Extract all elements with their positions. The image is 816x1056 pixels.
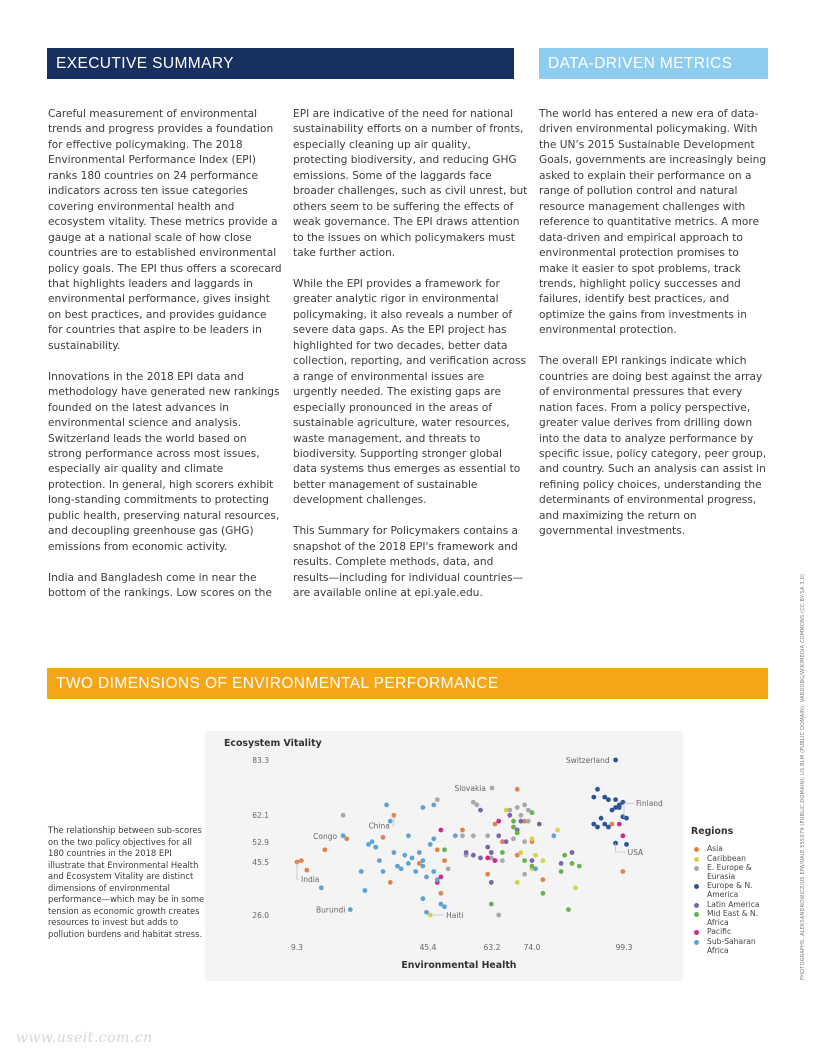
data-point (341, 813, 346, 818)
data-point (496, 833, 501, 838)
data-point (533, 853, 538, 858)
data-point (485, 833, 490, 838)
data-point (515, 880, 520, 885)
data-point (453, 833, 458, 838)
data-point (559, 869, 564, 874)
data-point (421, 805, 426, 810)
data-point (519, 819, 524, 824)
data-point (573, 885, 578, 890)
paragraph: Careful measurement of environmental trends and progress provides a foundation for effective policymaking. The 2018 Environmental Performance Index (EPI) ranks 180 countries on 24 performance indicators across ten issue categories covering environmental health and ecosystem vitality. These metrics provide a gauge at a national scale of how close countries are to established environmental policy goals. The EPI thus offers a scorecard that highlights leaders and laggards in environmental performance, gives insight on best practices, and provides guidance for countries that aspire to be leaders in sustainability. (48, 108, 282, 352)
legend-dot-icon (694, 847, 699, 852)
data-point (522, 803, 527, 808)
data-point (496, 819, 501, 824)
data-point (570, 850, 575, 855)
data-point (417, 850, 422, 855)
data-point (559, 861, 564, 866)
data-point (370, 839, 375, 844)
data-point (493, 858, 498, 863)
data-point (478, 856, 483, 861)
data-point (410, 856, 415, 861)
data-point (515, 805, 520, 810)
data-point (519, 850, 524, 855)
data-point (471, 853, 476, 858)
legend-dot-icon (694, 857, 699, 862)
data-point (442, 904, 447, 909)
data-point (424, 910, 429, 915)
data-point (381, 869, 386, 874)
data-point (348, 907, 353, 912)
data-point (591, 822, 596, 827)
data-point (489, 850, 494, 855)
x-tick-label: 74.0 (523, 943, 541, 952)
text-column-3 (539, 107, 771, 555)
legend-label: Asia (707, 844, 723, 853)
data-point (577, 864, 582, 869)
data-point (304, 868, 309, 873)
legend-item (691, 938, 776, 955)
data-point (515, 787, 520, 792)
country-annotation: Slovakia (454, 784, 486, 794)
data-point (610, 808, 615, 813)
data-point (591, 795, 596, 800)
paragraph: The world has entered a new era of data-driven environmental policymaking. With the UN’s 2015 Sustainable Development Goals, governments are increasingly being asked to explain their performance on a range of pollution control and natural resource management challenges with reference to quantitative metrics. A more data-driven and empirical approach to environmental protection promises to make it easier to spot problems, track trends, highlight policy successes and failures, identify best practices, and optimize the gains from investments in environmental protection. (539, 108, 767, 337)
country-annotation: Burundi (315, 905, 346, 915)
data-point (431, 803, 436, 808)
legend-label: Mid East & N. Africa (707, 909, 759, 927)
legend-item (691, 910, 776, 927)
data-point (485, 872, 490, 877)
paragraph: Innovations in the 2018 EPI data and methodology have generated new rankings founded on the latest advances in environmental science and analysis. Switzerland leads the world based on strong performance across most issues, especially air quality and climate protection. In general, high scorers exhibit long-standing commitments to protecting public health, preserving natural resources, and decoupling greenhouse gas (GHG) emissions from economic activity. (48, 370, 280, 553)
data-point (507, 808, 512, 813)
country-annotation: Finland (636, 799, 663, 809)
country-annotation: India (301, 875, 320, 884)
photo-credit: PHOTOGRAPHS: ALEKSANDROWICZ/US EPA/NAID 555079 (PUBLIC DOMAIN); US BLM (PUBLIC DOMAIN); VARDOBG/WIKIMEDIA COMMONS (CC BY-SA 3.0) (800, 573, 806, 980)
data-point (406, 861, 411, 866)
legend-dot-icon (694, 940, 699, 945)
data-point (299, 858, 304, 863)
watermark: www.useit.com.cn (16, 1030, 153, 1046)
paragraph: India and Bangladesh come in near the bottom of the rankings. Low scores on the (48, 571, 272, 600)
data-point (363, 888, 368, 893)
data-point (490, 786, 495, 791)
data-point (464, 850, 469, 855)
data-point (613, 797, 618, 802)
data-point (530, 858, 535, 863)
data-point (541, 891, 546, 896)
annotation-leader-line (624, 803, 634, 818)
legend-item (691, 855, 776, 864)
y-tick-label: 62.1 (252, 811, 269, 820)
data-point (566, 907, 571, 912)
data-point (530, 836, 535, 841)
data-point (421, 864, 426, 869)
data-point (388, 880, 393, 885)
data-point (496, 913, 501, 918)
legend-label: E. Europe & Eurasia (707, 863, 752, 881)
data-point (519, 813, 524, 818)
data-point (442, 847, 447, 852)
data-point (530, 810, 535, 815)
legend-label: Europe & N. America (707, 881, 753, 899)
data-point (606, 825, 611, 830)
data-point (439, 891, 444, 896)
data-point (431, 869, 436, 874)
legend-title: Regions (691, 826, 734, 837)
data-point (541, 877, 546, 882)
data-point (435, 847, 440, 852)
data-point (551, 833, 556, 838)
country-annotation: China (368, 821, 390, 831)
data-point (617, 805, 622, 810)
x-tick-label: 45.4 (419, 943, 437, 952)
legend-label: Latin America (707, 899, 760, 909)
paragraph: EPI are indicative of the need for national sustainability efforts on a number of fronts, especially cleaning up air quality, protecting biodiversity, and reducing GHG emissions. Some of the laggards face broader challenges, such as civil unrest, but others seem to be suffering the effects of weak governance. The EPI draws attention to the issues on which policymakers must take further action. (293, 108, 528, 260)
data-point (424, 875, 429, 880)
data-point (533, 866, 538, 871)
data-point (599, 816, 604, 821)
data-point (606, 797, 611, 802)
data-point (435, 877, 440, 882)
legend-dot-icon (694, 903, 699, 908)
data-point (621, 833, 626, 838)
data-point (475, 803, 480, 808)
data-point (526, 819, 531, 824)
data-point (442, 858, 447, 863)
data-point (541, 858, 546, 863)
paragraph: While the EPI provides a framework for greater analytic rigor in environmental policymaking, it also reveals a number of severe data gaps. As the EPI project has highlighted for two decades, better data collection, reporting, and verification across a range of environmental issues are urgently needed. The existing gaps are especially pronounced in the areas of sustainable agriculture, water resources, waste management, and threats to biodiversity. Supporting stronger global data systems thus emerges as essential to better management of sustainable development challenges. (293, 277, 527, 507)
paragraph: This Summary for Policymakers contains a snapshot of the 2018 EPI's framework and results. Complete methods, data, and results—including for individual countries—are available online at epi.yale.edu. (293, 525, 524, 600)
legend-dot-icon (694, 866, 699, 871)
x-axis-title: Environmental Health (401, 960, 517, 971)
data-point (485, 856, 490, 861)
country-annotation: Congo (313, 831, 338, 841)
data-point (522, 872, 527, 877)
data-point (570, 861, 575, 866)
data-point (384, 803, 389, 808)
legend-label: Pacific (707, 927, 732, 937)
scatter-plot-svg (205, 731, 683, 981)
legend-dot-icon (694, 884, 699, 889)
data-point (500, 850, 505, 855)
data-point (402, 853, 407, 858)
data-point (522, 839, 527, 844)
data-point (399, 866, 404, 871)
data-point (421, 896, 426, 901)
annotation-leader-line (297, 862, 299, 879)
executive-summary-header: EXECUTIVE SUMMARY (47, 48, 514, 79)
legend-item (691, 928, 776, 937)
data-point (439, 828, 444, 833)
text-column-2 (293, 107, 528, 617)
chart-caption: The relationship between sub-scores on the two policy objectives for all 180 countries in the 2018 EPI illustrate that Environmental Health and Ecosystem Vitality are distinct dimensions of environmental performance—which may be in some tension as economic growth creates resources to invest but adds to pollution burdens and habitat stress. (48, 825, 205, 939)
data-point (537, 822, 542, 827)
chart-legend (691, 826, 776, 956)
data-point (435, 797, 440, 802)
data-point (595, 787, 600, 792)
data-point (421, 858, 426, 863)
data-point (515, 831, 520, 836)
data-point (392, 850, 397, 855)
legend-item (691, 882, 776, 899)
x-tick-label: 9.3 (291, 943, 303, 952)
data-point (478, 808, 483, 813)
data-point (319, 885, 324, 890)
country-annotation: Switzerland (565, 756, 610, 765)
legend-item (691, 845, 776, 854)
y-tick-label: 52.9 (252, 838, 269, 847)
y-tick-label: 83.3 (252, 756, 269, 765)
data-point (359, 869, 364, 874)
data-point (460, 828, 465, 833)
data-point (413, 869, 418, 874)
legend-label: Sub-Saharan Africa (707, 936, 756, 955)
two-dimensions-header: TWO DIMENSIONS OF ENVIRONMENTAL PERFORMANCE (47, 668, 768, 699)
data-driven-metrics-header: DATA-DRIVEN METRICS (539, 48, 768, 79)
data-point (562, 853, 567, 858)
data-point (617, 822, 622, 827)
data-point (500, 858, 505, 863)
legend-dot-icon (694, 930, 699, 935)
data-point (428, 842, 433, 847)
data-point (624, 816, 629, 821)
data-point (381, 835, 386, 840)
paragraph: The overall EPI rankings indicate which countries are doing best against the array of environmental pressures that every nation faces. From a policy perspective, greater value derives from drilling down into the data to analyze performance by specific issue, policy category, peer group, and country. Such an analysis can assist in refining policy choices, understanding the determinants of environmental progress, and maximizing the return on governmental investments. (539, 355, 767, 538)
data-point (471, 833, 476, 838)
data-point (489, 880, 494, 885)
y-axis-title: Ecosystem Vitality (224, 738, 322, 749)
y-tick-label: 26.0 (252, 911, 269, 920)
data-point (406, 833, 411, 838)
data-point (504, 839, 509, 844)
x-tick-label: 99.3 (615, 943, 633, 952)
data-point (613, 758, 618, 763)
data-point (341, 833, 346, 838)
legend-item (691, 864, 776, 881)
data-point (460, 833, 465, 838)
legend-item (691, 901, 776, 910)
data-point (485, 845, 490, 850)
data-point (511, 836, 516, 841)
data-point (446, 866, 451, 871)
data-point (522, 858, 527, 863)
data-point (511, 819, 516, 824)
legend-dot-icon (694, 912, 699, 917)
data-point (507, 813, 512, 818)
data-point (511, 825, 516, 830)
data-point (624, 842, 629, 847)
x-tick-label: 63.2 (483, 943, 501, 952)
text-column-1 (48, 107, 283, 617)
data-point (377, 858, 382, 863)
y-tick-label: 45.5 (252, 858, 269, 867)
data-point (323, 847, 328, 852)
country-annotation: Haiti (446, 911, 464, 920)
data-point (373, 845, 378, 850)
scatter-chart (205, 731, 683, 981)
country-annotation: USA (627, 848, 644, 858)
legend-label: Caribbean (707, 853, 746, 863)
data-point (489, 902, 494, 907)
data-point (431, 836, 436, 841)
data-point (555, 828, 560, 833)
data-point (621, 869, 626, 874)
